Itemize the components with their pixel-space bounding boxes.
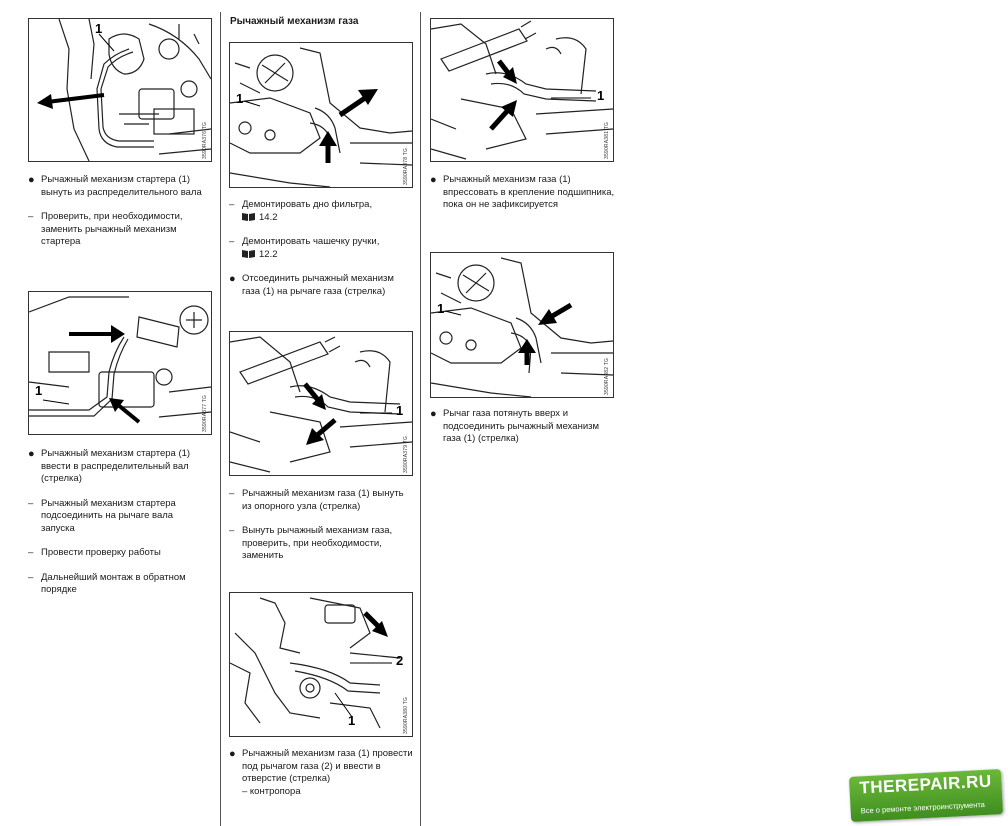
list-marker: –	[229, 525, 235, 536]
list-marker: ●	[229, 748, 236, 760]
engine-illustration	[29, 292, 211, 434]
callout-label: 1	[396, 403, 404, 418]
figure-throttle-lever-remove	[229, 331, 413, 476]
instruction-item	[28, 448, 208, 486]
list-marker: –	[28, 547, 34, 558]
instruction-item	[28, 498, 208, 536]
callout-label: 2	[396, 653, 404, 668]
instruction-item	[28, 572, 208, 597]
figure-code: 3590RA380 TG	[403, 696, 409, 734]
watermark-title: THEREPAIR.RU	[859, 771, 993, 798]
figure-starter-lever-insert	[28, 291, 212, 435]
list-marker: ●	[28, 174, 35, 186]
instruction-text: Рычаг газа потянуть вверх и подсоединить рычажный механизм газа (1) (стрелка)	[443, 408, 600, 444]
engine-illustration	[230, 332, 412, 475]
instruction-item	[229, 488, 414, 513]
engine-illustration	[29, 19, 211, 161]
instruction-text: Рычажный механизм газа (1) вынуть из опорного узла (стрелка)	[242, 488, 404, 512]
list-marker: –	[229, 488, 235, 499]
callout-label: 1	[597, 88, 605, 103]
instruction-text: Демонтировать чашечку ручки,	[242, 236, 380, 247]
figure-throttle-lever-detach	[229, 42, 413, 188]
list-marker: –	[229, 199, 235, 210]
instruction-item	[28, 174, 208, 199]
instruction-text: Демонтировать дно фильтра,	[242, 199, 373, 210]
figure-throttle-lever-route	[229, 592, 413, 737]
instruction-text: Рычажный механизм стартера (1) ввести в распределительный вал (стрелка)	[41, 448, 191, 484]
instruction-item	[229, 748, 414, 798]
instructions-s4	[229, 488, 414, 575]
book-reference-icon	[242, 249, 255, 258]
figure-code: 3590RA381 TG	[604, 121, 610, 159]
instruction-item	[430, 174, 615, 212]
list-marker: ●	[430, 174, 437, 186]
list-marker: ●	[229, 273, 236, 285]
callout-label: 1	[236, 91, 244, 106]
column-divider-1	[220, 12, 221, 826]
instruction-text: Рычажный механизм стартера (1) вынуть из распределительного вала	[41, 174, 202, 198]
instruction-item	[229, 525, 414, 563]
callout-label: 1	[35, 383, 43, 398]
engine-illustration	[431, 253, 613, 397]
instructions-s5	[229, 748, 414, 810]
figure-throttle-lever-connect	[430, 252, 614, 398]
list-marker: ●	[430, 408, 437, 420]
engine-illustration	[230, 593, 412, 736]
instructions-s7	[430, 408, 615, 458]
instruction-extra: – контропора	[242, 785, 301, 797]
instruction-text: Дальнейший монтаж в обратном порядке	[41, 571, 186, 595]
instructions-s6	[430, 174, 615, 224]
list-marker: –	[28, 571, 34, 583]
figure-code: 3590RA379 TG	[403, 435, 409, 473]
instructions-s2	[28, 448, 208, 609]
instruction-text: Провести проверку работы	[41, 547, 161, 558]
figure-code: 3590RA377 TG	[202, 394, 208, 432]
site-watermark-badge[interactable]	[849, 769, 1003, 822]
instruction-text: Проверить, при необходимости, заменить рычажный механизм стартера	[41, 211, 183, 247]
engine-illustration	[230, 43, 412, 187]
instruction-item	[430, 408, 615, 446]
figure-code: 3590RA378 TG	[403, 147, 409, 185]
callout-label: 1	[95, 21, 103, 36]
instructions-s1	[28, 174, 208, 261]
instruction-text: Рычажный механизм газа (1) впрессовать в крепление подшипника, пока он не зафиксируется	[443, 174, 615, 210]
column-divider-2	[420, 12, 421, 826]
engine-illustration	[431, 19, 613, 161]
section-heading: Рычажный механизм газа	[230, 16, 359, 27]
instruction-item	[229, 199, 414, 224]
book-reference-icon	[242, 212, 255, 221]
instruction-item	[28, 547, 208, 560]
figure-code: 3590RA376 TG	[202, 121, 208, 159]
instruction-text: Рычажный механизм газа (1) провести под рычагом газа (2) и ввести в отверстие (стрелка)	[242, 748, 413, 784]
instruction-item	[229, 273, 414, 298]
figure-starter-lever-remove	[28, 18, 212, 162]
callout-label: 1	[348, 713, 356, 728]
instruction-item	[229, 236, 414, 261]
instruction-text: Вынуть рычажный механизм газа, проверить, при необходимости, заменить	[242, 525, 393, 561]
list-marker: ●	[28, 448, 35, 460]
instructions-s3	[229, 199, 414, 310]
list-marker: –	[229, 236, 235, 247]
callout-label: 1	[437, 301, 445, 316]
section-reference[interactable]: 14.2	[259, 211, 278, 223]
figure-throttle-lever-press	[430, 18, 614, 162]
list-marker: –	[28, 497, 34, 509]
instruction-text: Рычажный механизм стартера подсоединить на рычаге вала запуска	[41, 497, 176, 534]
list-marker: –	[28, 211, 34, 222]
watermark-subtitle: Все о ремонте электроинструмента	[860, 799, 986, 816]
figure-code: 3590RA382 TG	[604, 357, 610, 395]
instruction-item	[28, 211, 208, 249]
section-reference[interactable]: 12.2	[259, 248, 278, 260]
instruction-text: Отсоединить рычажный механизм газа (1) на рычаге газа (стрелка)	[242, 273, 394, 297]
